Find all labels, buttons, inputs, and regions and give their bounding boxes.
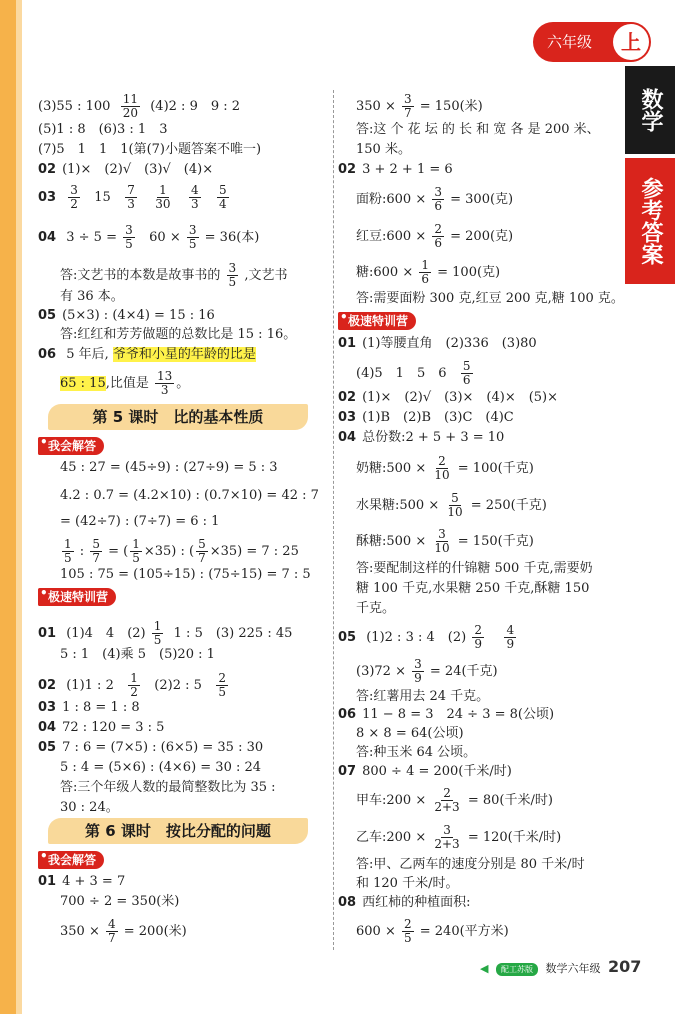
question-number: 02 — [38, 678, 57, 693]
question-number: 02 — [38, 162, 57, 177]
numerator: 1 — [130, 671, 138, 685]
question-03 — [338, 409, 514, 427]
answer-line: 700 ÷ 2 = 350(米) — [60, 894, 180, 909]
question-02 — [338, 389, 558, 407]
numerator: 2 — [443, 786, 451, 800]
fraction — [187, 224, 199, 251]
question-number: 03 — [338, 410, 357, 425]
question-03 — [38, 699, 140, 717]
denominator: 4 — [219, 197, 227, 211]
question-05 — [38, 307, 215, 325]
denominator: 5 — [403, 931, 412, 945]
text: 60 × — [149, 230, 181, 245]
denominator: 3 — [160, 383, 169, 397]
answer-line: = (42÷7) : (7÷7) = 6 : 1 — [60, 514, 220, 529]
text: ,比值是 — [105, 376, 149, 391]
numerator: 4 — [190, 183, 199, 197]
column-divider — [333, 90, 334, 950]
fraction — [432, 787, 461, 814]
answer-line: 答:这 个 花 坛 的 长 和 宽 各 是 200 米、 — [356, 122, 600, 137]
question-number: 04 — [338, 430, 357, 445]
text: : — [79, 544, 85, 559]
question-04 — [38, 719, 164, 737]
question-02 — [38, 672, 230, 699]
numerator: 3 — [403, 92, 412, 106]
answer-line: 8 × 8 = 64(公顷) — [356, 726, 464, 741]
answer-line — [356, 658, 498, 685]
numerator: 2 — [434, 222, 442, 236]
footer-label: 数学六年级 — [545, 962, 601, 975]
highlight-text: 爷爷和小星的年龄的比是 — [112, 347, 256, 362]
denominator: 5 — [228, 275, 237, 289]
numerator: 2 — [218, 671, 226, 685]
text: 答:文艺书的本数是故事书的 — [60, 268, 221, 283]
question-01 — [38, 873, 125, 891]
answer-line — [356, 186, 513, 213]
text: 甲车:200 × — [356, 793, 427, 808]
fraction — [152, 620, 164, 647]
question-number: 01 — [38, 874, 57, 889]
question-number: 06 — [38, 347, 57, 362]
answer-line — [38, 93, 240, 120]
text: (1)× (2)√ (3)× (4)× (5)× — [362, 390, 559, 405]
fraction — [419, 259, 431, 286]
denominator: 2+3 — [434, 800, 460, 814]
answer-line — [356, 824, 561, 851]
denominator: 3 — [190, 197, 199, 211]
text: ,文艺书 — [244, 268, 288, 283]
text: 总份数:2 + 5 + 3 = 10 — [362, 430, 505, 445]
question-number: 02 — [338, 162, 357, 177]
denominator: 30 — [155, 197, 171, 211]
answer-line: 答:种玉米 64 公顷。 — [356, 745, 477, 760]
text: 1 : 8 = 1 : 8 — [62, 700, 140, 715]
text: = 100(千克) — [457, 461, 534, 476]
fraction — [130, 538, 142, 565]
question-number: 05 — [38, 740, 57, 755]
answer-line: 5 : 1 (4)乘 5 (5)20 : 1 — [60, 647, 215, 662]
denominator: 10 — [447, 505, 463, 519]
text: = 200(克) — [450, 229, 514, 244]
answer-line: 105 : 75 = (105÷15) : (75÷15) = 7 : 5 — [60, 567, 311, 582]
answer-line: 答:要配制这样的什锦糖 500 千克,需要奶 — [356, 561, 593, 576]
answer-line — [356, 455, 534, 482]
text: = 300(克) — [450, 192, 514, 207]
text: 水果糖:500 × — [356, 498, 440, 513]
page-footer — [480, 957, 641, 976]
text: 350 × — [60, 924, 100, 939]
numerator: 1 — [421, 258, 429, 272]
denominator: 6 — [462, 373, 471, 387]
text: (4)2 : 9 9 : 2 — [150, 99, 241, 114]
numerator: 1 — [64, 537, 72, 551]
tag-training: • 极速特训营 — [38, 588, 116, 606]
question-number: 08 — [338, 895, 357, 910]
denominator: 6 — [434, 199, 442, 213]
numerator: 3 — [228, 261, 237, 275]
text: 。 — [176, 376, 190, 391]
numerator: 7 — [127, 183, 135, 197]
numerator: 5 — [219, 183, 227, 197]
fraction — [432, 528, 451, 555]
numerator: 5 — [462, 359, 471, 373]
answer-line: 5 : 4 = (5×6) : (4×6) = 30 : 24 — [60, 760, 262, 775]
numerator: 4 — [506, 623, 515, 637]
denominator: 5 — [64, 551, 72, 565]
answer-line: 糖 100 千克,水果糖 250 千克,酥糖 150 — [356, 581, 590, 596]
answer-line: 答:需要面粉 300 克,红豆 200 克,糖 100 克。 — [356, 291, 624, 306]
grade-badge — [533, 22, 651, 62]
text: 4 + 3 = 7 — [62, 874, 126, 889]
question-number: 04 — [38, 230, 57, 245]
denominator: 5 — [188, 237, 197, 251]
question-04 — [338, 429, 504, 447]
text: = 24(千克) — [429, 664, 498, 679]
denominator: 10 — [434, 541, 450, 555]
fraction — [432, 824, 461, 851]
fraction — [123, 224, 135, 251]
answer-line — [60, 370, 189, 397]
text: (1)等腰直角 (2)336 (3)80 — [362, 336, 537, 351]
tag-practice: • 我会解答 — [38, 437, 104, 455]
answer-line — [60, 918, 187, 945]
question-number: 01 — [338, 336, 357, 351]
text: 600 × — [356, 924, 396, 939]
denominator: 10 — [434, 468, 450, 482]
denominator: 5 — [218, 685, 226, 699]
answer-line: 答:三个年级人数的最简整数比为 35 : — [60, 780, 276, 795]
text: (1)2 : 3 : 4 (2) — [366, 630, 467, 645]
subject-tab: 数学 — [625, 66, 675, 154]
question-06 — [38, 346, 256, 364]
text: 72 : 120 = 3 : 5 — [62, 720, 165, 735]
numerator: 5 — [92, 537, 100, 551]
denominator: 3 — [127, 197, 135, 211]
fraction — [472, 624, 484, 651]
fraction — [227, 262, 239, 289]
answer-line — [356, 360, 475, 387]
answer-line: 答:红红和芳芳做题的总数比是 15 : 16。 — [60, 327, 297, 342]
question-01 — [38, 620, 292, 647]
denominator: 7 — [198, 551, 206, 565]
answer-line: 30 : 24。 — [60, 800, 119, 815]
page-number: 207 — [607, 957, 642, 976]
numerator: 2 — [474, 623, 482, 637]
denominator: 2 — [130, 685, 138, 699]
section-title-lesson-6: 第 6 课时 按比分配的问题 — [48, 818, 308, 844]
fraction — [504, 624, 516, 651]
tag-practice: • 我会解答 — [38, 851, 104, 869]
answer-line: 千克。 — [356, 601, 396, 616]
question-number: 02 — [338, 390, 357, 405]
fraction — [216, 672, 228, 699]
text: 5 年后, — [66, 347, 109, 362]
text: = 200(米) — [123, 924, 187, 939]
fraction — [189, 184, 201, 211]
numerator: 2 — [438, 454, 446, 468]
fraction — [432, 223, 444, 250]
text: 350 × — [356, 99, 396, 114]
text: 3 + 2 + 1 = 6 — [362, 162, 453, 177]
numerator: 1 — [132, 537, 140, 551]
fraction — [402, 93, 414, 120]
denominator: 6 — [434, 236, 442, 250]
denominator: 5 — [132, 551, 140, 565]
text: 西红柿的种植面积: — [362, 895, 471, 910]
answer-line — [356, 918, 509, 945]
question-number: 05 — [338, 630, 357, 645]
question-08 — [338, 894, 470, 912]
text: (5×3) : (4×4) = 15 : 16 — [62, 308, 215, 323]
fraction — [125, 184, 137, 211]
denominator: 5 — [125, 237, 133, 251]
section-title-lesson-5: 第 5 课时 比的基本性质 — [48, 404, 308, 430]
text: 11 − 8 = 3 24 ÷ 3 = 8(公顷) — [362, 707, 555, 722]
answer-line: 答:甲、乙两车的速度分别是 80 千米/时 — [356, 857, 585, 872]
denominator: 9 — [506, 637, 515, 651]
denominator: 9 — [414, 671, 422, 685]
denominator: 7 — [92, 551, 100, 565]
answer-line — [356, 492, 547, 519]
denominator: 7 — [403, 106, 412, 120]
denominator: 6 — [421, 272, 429, 286]
question-05 — [338, 624, 518, 651]
question-number: 03 — [38, 700, 57, 715]
tag-training: • 极速特训营 — [338, 312, 416, 330]
question-02 — [38, 161, 213, 179]
numerator: 3 — [434, 185, 442, 199]
answer-line: (5)1 : 8 (6)3 : 1 3 — [38, 122, 168, 137]
question-number: 05 — [38, 308, 57, 323]
text: 糖:600 × — [356, 265, 414, 280]
text: = ( — [108, 544, 129, 559]
answer-line: 150 米。 — [356, 142, 411, 157]
numerator: 3 — [443, 823, 451, 837]
answer-line: 有 36 本。 — [60, 289, 124, 304]
text: (1)4 4 (2) — [66, 626, 146, 641]
numerator: 3 — [188, 223, 197, 237]
fraction — [90, 538, 102, 565]
text: (1)1 : 2 — [66, 678, 114, 693]
fraction — [153, 184, 172, 211]
numerator: 3 — [70, 183, 78, 197]
fraction — [121, 93, 140, 120]
text: 酥糖:500 × — [356, 534, 427, 549]
denominator: 2 — [70, 197, 78, 211]
question-06 — [338, 706, 554, 724]
fraction — [432, 186, 444, 213]
numerator: 4 — [107, 917, 116, 931]
fraction — [217, 184, 229, 211]
answer-line — [356, 528, 534, 555]
fraction — [155, 370, 174, 397]
fraction — [432, 455, 451, 482]
text: 1 : 5 (3) 225 : 45 — [173, 626, 293, 641]
question-02 — [338, 161, 453, 179]
answer-line — [60, 538, 299, 565]
text: = 120(千米/时) — [467, 830, 562, 845]
text: = 250(千克) — [470, 498, 547, 513]
fraction — [402, 918, 414, 945]
text: (3)72 × — [356, 664, 406, 679]
question-05 — [38, 739, 263, 757]
text: = 100(克) — [437, 265, 501, 280]
question-number: 01 — [38, 626, 57, 641]
answer-line: 和 120 千米/时。 — [356, 876, 459, 891]
text: 800 ÷ 4 = 200(千米/时) — [362, 764, 512, 779]
answer-line — [356, 259, 500, 286]
answer-line — [60, 262, 287, 289]
question-number: 06 — [338, 707, 357, 722]
fraction — [68, 184, 80, 211]
answer-line: 答:红薯用去 24 千克。 — [356, 689, 490, 704]
denominator: 5 — [153, 633, 162, 647]
question-number: 04 — [38, 720, 57, 735]
numerator: 5 — [198, 537, 206, 551]
question-04 — [38, 224, 259, 251]
grade-label: 六年级 — [547, 33, 593, 51]
denominator: 20 — [122, 106, 138, 120]
fraction — [445, 492, 464, 519]
text: (4)5 1 5 6 — [356, 366, 447, 381]
numerator: 3 — [438, 527, 446, 541]
question-01 — [338, 335, 537, 353]
text: 15 — [94, 190, 111, 205]
edition-pill: 配工苏版 — [496, 963, 538, 976]
numerator: 3 — [125, 223, 133, 237]
fraction — [62, 538, 74, 565]
text: = 36(本) — [204, 230, 260, 245]
text: (1)B (2)B (3)C (4)C — [362, 410, 514, 425]
fraction — [412, 658, 424, 685]
text: 乙车:200 × — [356, 830, 427, 845]
text: 红豆:600 × — [356, 229, 427, 244]
text: = 150(千克) — [457, 534, 534, 549]
question-07 — [338, 763, 512, 781]
answer-line — [356, 223, 513, 250]
denominator: 7 — [107, 931, 116, 945]
text: = 240(平方米) — [419, 924, 509, 939]
text: 3 ÷ 5 = — [66, 230, 117, 245]
numerator: 1 — [159, 183, 167, 197]
highlight-text: 65 : 15 — [60, 376, 106, 391]
answer-line: 4.2 : 0.7 = (4.2×10) : (0.7×10) = 42 : 7 — [60, 488, 319, 503]
text: 奶糖:500 × — [356, 461, 427, 476]
answer-tab: 参考答案 — [625, 158, 675, 284]
numerator: 13 — [157, 369, 173, 383]
fraction — [106, 918, 118, 945]
answer-line: 45 : 27 = (45÷9) : (27÷9) = 5 : 3 — [60, 460, 278, 475]
question-number: 03 — [38, 190, 57, 205]
text: ×35) : ( — [143, 544, 195, 559]
answer-line — [356, 787, 553, 814]
text: 7 : 6 = (7×5) : (6×5) = 35 : 30 — [62, 740, 264, 755]
text: (1)× (2)√ (3)√ (4)× — [62, 162, 214, 177]
page-edge-strip — [0, 0, 16, 1014]
text: ×35) = 7 : 25 — [209, 544, 299, 559]
text: = 80(千米/时) — [467, 793, 553, 808]
denominator: 2+3 — [434, 837, 460, 851]
numerator: 11 — [122, 92, 138, 106]
fraction — [196, 538, 208, 565]
semester-label: 上 — [613, 24, 649, 60]
numerator: 3 — [414, 657, 422, 671]
text: 面粉:600 × — [356, 192, 427, 207]
numerator: 1 — [153, 619, 162, 633]
page-edge-strip-light — [16, 0, 22, 1014]
answer-line — [356, 93, 483, 120]
fraction — [128, 672, 140, 699]
numerator: 5 — [451, 491, 459, 505]
denominator: 9 — [474, 637, 482, 651]
text: = 150(米) — [419, 99, 483, 114]
text: (3)55 : 100 — [38, 99, 111, 114]
answer-line: (7)5 1 1 1(第(7)小题答案不唯一) — [38, 142, 262, 157]
fraction — [461, 360, 473, 387]
triangle-left-icon: ◀ — [480, 962, 489, 975]
question-03 — [38, 184, 231, 211]
text: (2)2 : 5 — [154, 678, 202, 693]
question-number: 07 — [338, 764, 357, 779]
numerator: 2 — [403, 917, 412, 931]
